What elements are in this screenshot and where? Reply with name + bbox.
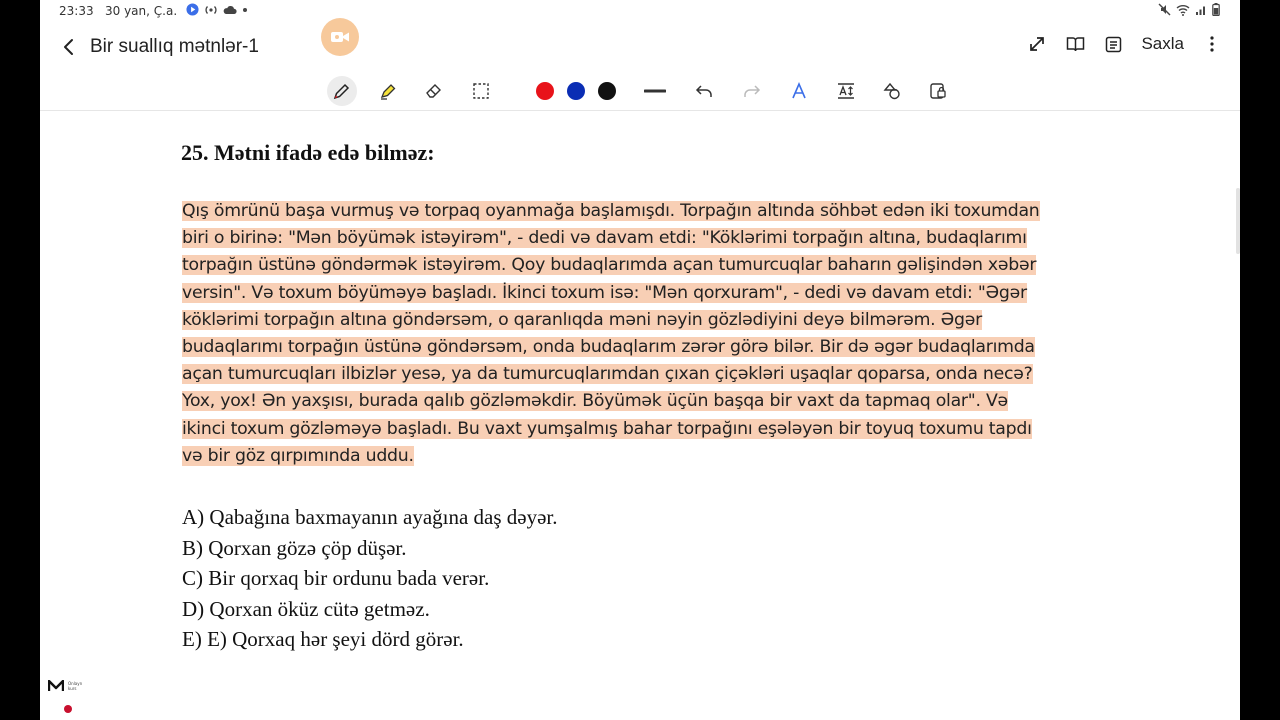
passage-line: torpağın üstünə göndərmək istəyirəm. Qoy budaqlarımda açan tumurcuqlar baharın gəlişindən xəbər bbox=[182, 255, 1037, 276]
app-header bbox=[40, 22, 1240, 72]
watermark-text: Onlayn kurs bbox=[68, 681, 83, 691]
cloud-icon bbox=[223, 5, 237, 15]
battery-icon bbox=[1212, 3, 1220, 16]
scrollbar[interactable] bbox=[1236, 188, 1240, 254]
header-actions bbox=[1027, 34, 1222, 54]
passage-line: və bir göz qırpımında uddu. bbox=[182, 445, 414, 466]
save-button[interactable]: Saxla bbox=[1141, 34, 1184, 53]
dot-icon bbox=[242, 7, 248, 13]
watermark-logo bbox=[48, 680, 86, 692]
option-c[interactable]: C) Bir qorxaq bir ordunu bada verər. bbox=[182, 566, 490, 590]
more-icon bbox=[1209, 35, 1215, 53]
passage-text bbox=[182, 198, 1098, 470]
eraser-icon bbox=[424, 81, 444, 101]
passage-line: budaqlarımı torpağın üstünə göndərsəm, onda budaqlarım zərər görə bilər. Bir də əgər budaqlarımda bbox=[182, 337, 1035, 358]
redo-icon bbox=[742, 81, 762, 101]
pen-tool[interactable] bbox=[327, 76, 357, 106]
video-camera-icon bbox=[330, 30, 350, 44]
expand-icon bbox=[1028, 35, 1046, 53]
watermark-indicator bbox=[64, 705, 72, 713]
status-left-icons bbox=[186, 3, 248, 16]
record-dot-icon bbox=[64, 705, 72, 713]
eraser-tool[interactable] bbox=[422, 79, 446, 103]
note-page[interactable] bbox=[40, 110, 1240, 720]
question-title: 25. Mətni ifadə edə bilməz: bbox=[181, 140, 435, 165]
stroke-width-tool[interactable] bbox=[643, 79, 667, 103]
passage-line: köklərimi torpağın altına göndərsəm, o qaranlıqda məni nəyin gözlədiyini deyə bilmərəm. Əgər bbox=[182, 309, 982, 330]
passage-line: Yox, yox! Ən yaxşısı, burada qalıb gözləməkdir. Böyümək üçün başqa bir vaxt da tapmaq olar". Və bbox=[182, 391, 1008, 412]
shapes-icon bbox=[882, 81, 902, 101]
stroke-width-icon bbox=[644, 81, 666, 101]
hotspot-icon bbox=[204, 4, 218, 16]
answer-options bbox=[182, 502, 558, 655]
wifi-icon bbox=[1176, 4, 1190, 16]
drawing-toolbar bbox=[40, 72, 1240, 111]
text-style-icon bbox=[789, 81, 809, 101]
list-icon bbox=[1105, 36, 1122, 53]
screen-record-button[interactable] bbox=[321, 18, 359, 56]
brand-logo-icon bbox=[48, 680, 64, 692]
color-black-swatch[interactable] bbox=[598, 82, 616, 100]
more-button[interactable] bbox=[1202, 34, 1222, 54]
lock-tool[interactable] bbox=[926, 79, 950, 103]
text-spacing-icon bbox=[836, 81, 856, 101]
status-right-icons bbox=[1158, 3, 1220, 16]
status-time: 23:33 bbox=[59, 4, 94, 18]
book-view-button[interactable] bbox=[1065, 34, 1085, 54]
passage-line: biri o birinə: "Mən böyümək istəyirəm", - dedi və davam etdi: "Köklərimi torpağın altına, budaqlarımı bbox=[182, 228, 1027, 249]
highlighter-icon bbox=[378, 81, 398, 101]
page-list-button[interactable] bbox=[1103, 34, 1123, 54]
status-date: 30 yan, Ç.a. bbox=[105, 4, 178, 18]
status-bar bbox=[40, 0, 1240, 22]
option-a[interactable]: A) Qabağına baxmayanın ayağına daş dəyər. bbox=[182, 505, 558, 529]
undo-button[interactable] bbox=[692, 79, 716, 103]
color-blue-swatch[interactable] bbox=[567, 82, 585, 100]
tablet-screen bbox=[40, 0, 1240, 720]
lock-icon bbox=[928, 81, 948, 101]
book-icon bbox=[1066, 36, 1085, 53]
expand-button[interactable] bbox=[1027, 34, 1047, 54]
back-icon bbox=[58, 35, 80, 59]
undo-icon bbox=[694, 81, 714, 101]
selection-icon bbox=[472, 82, 490, 100]
page-title: Bir suallıq mətnlər-1 bbox=[90, 36, 259, 57]
redo-button[interactable] bbox=[740, 79, 764, 103]
highlighter-tool[interactable] bbox=[376, 79, 400, 103]
option-b[interactable]: B) Qorxan gözə çöp düşər. bbox=[182, 535, 407, 560]
shapes-tool[interactable] bbox=[880, 79, 904, 103]
passage-line: versin". Və toxum böyüməyə başladı. İkinci toxum isə: "Mən qorxuram", - dedi və davam etdi: "Əgər bbox=[182, 282, 1027, 303]
passage-line: ikinci toxum gözləməyə başladı. Bu vaxt yumşalmış bahar torpağını eşələyən bir toyuq toxumu tapdı bbox=[182, 418, 1032, 439]
passage-line: Qış ömrünü başa vurmuş və torpaq oyanmağa başlamışdı. Torpağın altında söhbət edən iki toxumdan bbox=[182, 201, 1040, 221]
pen-icon bbox=[332, 81, 352, 101]
color-red-swatch[interactable] bbox=[536, 82, 554, 100]
signal-icon bbox=[1195, 4, 1207, 16]
mute-icon bbox=[1158, 3, 1171, 16]
selection-tool[interactable] bbox=[469, 79, 493, 103]
text-style-tool[interactable] bbox=[787, 79, 811, 103]
play-icon bbox=[186, 3, 199, 16]
option-d[interactable]: D) Qorxan öküz cütə getməz. bbox=[182, 596, 430, 621]
passage-line: açan tumurcuqları ilbizlər yesə, ya da tumurcuqlarımdan çıxan çiçəkləri uşaqlar qoparsa, onda necə? bbox=[182, 364, 1033, 385]
option-e[interactable]: E) E) Qorxaq hər şeyi dörd görər. bbox=[182, 627, 464, 651]
text-spacing-tool[interactable] bbox=[834, 79, 858, 103]
back-button[interactable] bbox=[58, 35, 80, 59]
